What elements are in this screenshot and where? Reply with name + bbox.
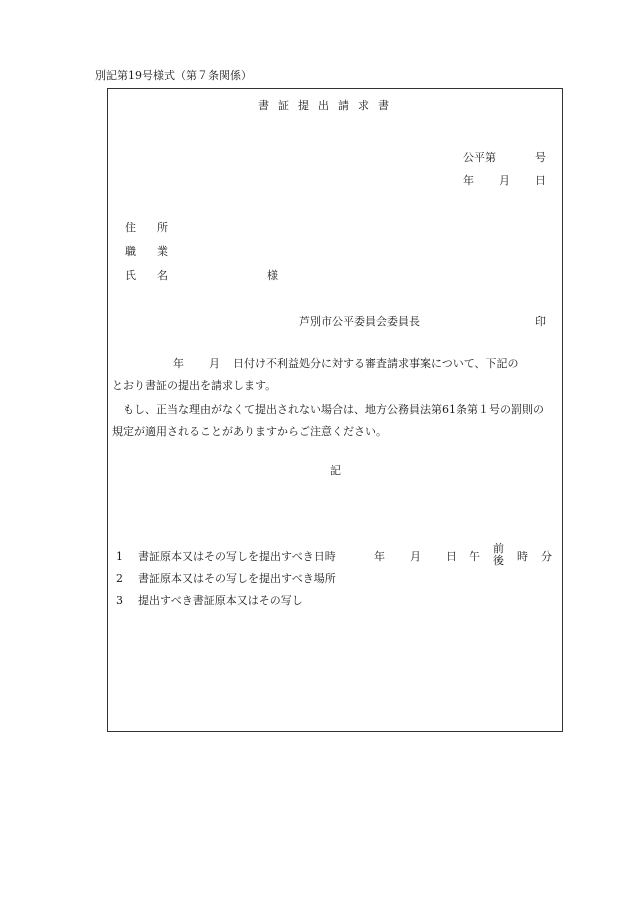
ref-year: 年 [463, 174, 474, 187]
datetime-year: 年 [374, 550, 385, 563]
form-title: 書証提出請求書 [258, 99, 398, 112]
item-number: 1 [116, 550, 123, 563]
issuer-name: 芦別市公平委員会委員長 [299, 315, 420, 328]
datetime-noon: 午 [469, 550, 480, 563]
item-number: 2 [116, 572, 123, 585]
ref-number-suffix: 号 [535, 151, 546, 164]
form-caption: 別記第19号様式（第７条関係） [95, 69, 252, 82]
honorific: 様 [267, 269, 278, 282]
datetime-hour: 時 [517, 550, 528, 563]
datetime-month: 月 [410, 550, 421, 563]
ref-number-prefix: 公平第 [463, 151, 496, 164]
ki-heading: 記 [330, 464, 341, 477]
ref-day: 日 [535, 174, 546, 187]
name-label: 氏 名 [125, 269, 173, 282]
item-text: 書証原本又はその写しを提出すべき日時 [138, 550, 336, 563]
body-paragraph-2: もし、正当な理由がなくて提出されない場合は、地方公務員法第61条第１号の罰則の規定が適用されることがありますからご注意ください。 [112, 403, 544, 438]
item-text: 書証原本又はその写しを提出すべき場所 [138, 572, 336, 585]
body-year: 年 [173, 357, 184, 370]
address-label: 住 所 [125, 221, 173, 234]
ref-month: 月 [499, 174, 510, 187]
pm-label: 後 [493, 554, 504, 567]
body-line1: 日付け不利益処分に対する審査請求事案について、下記の [233, 357, 519, 370]
am-label: 前 [493, 542, 504, 555]
item-number: 3 [116, 594, 123, 607]
datetime-minute: 分 [541, 550, 552, 563]
item-text: 提出すべき書証原本又はその写し [138, 594, 303, 607]
datetime-day: 日 [446, 550, 457, 563]
am-pm-stack [493, 543, 504, 567]
body-line2: とおり書証の提出を請求します。 [112, 379, 277, 392]
seal-mark: 印 [535, 315, 546, 328]
body-month: 月 [209, 357, 220, 370]
occupation-label: 職 業 [125, 245, 173, 258]
